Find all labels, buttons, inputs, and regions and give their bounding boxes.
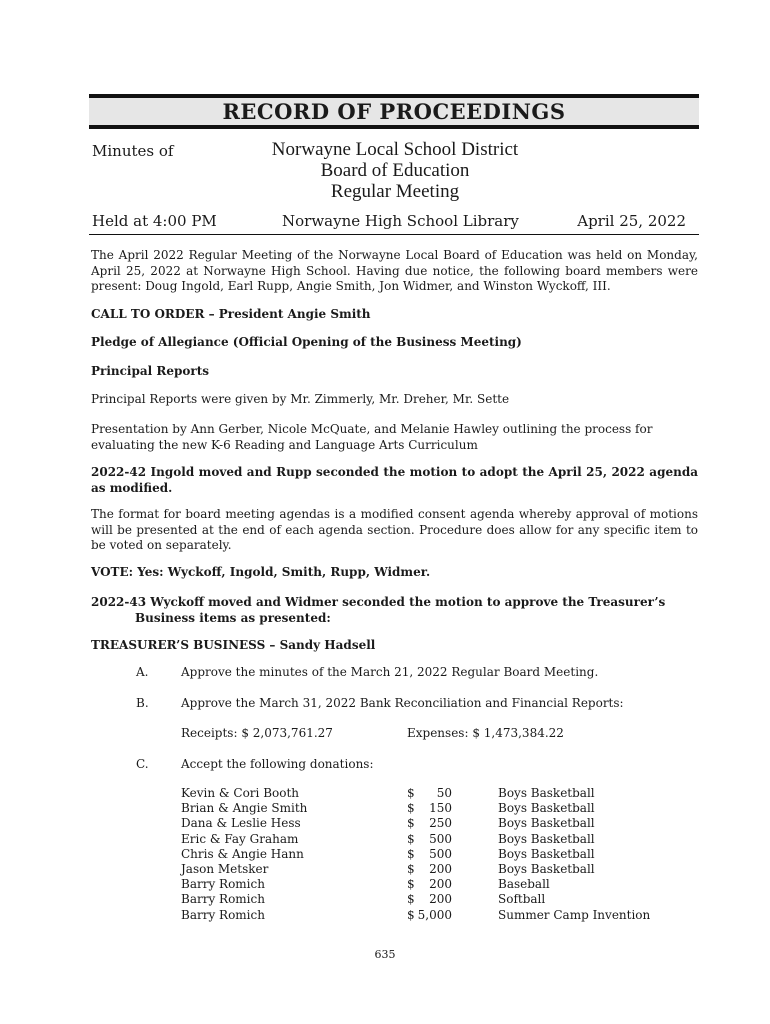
donor-name: Dana & Leslie Hess xyxy=(181,816,301,831)
currency-symbol: $ xyxy=(407,892,415,907)
donor-name: Eric & Fay Graham xyxy=(181,831,299,846)
motion-2022-43-line2: Business items as presented: xyxy=(135,610,331,625)
item-c-text: Accept the following donations: xyxy=(181,757,374,771)
donation-amount: 5,000 xyxy=(417,907,452,922)
page-number: 635 xyxy=(374,948,396,961)
district-block xyxy=(240,139,550,202)
donation-amount: 250 xyxy=(429,816,452,831)
meeting-date: April 25, 2022 xyxy=(577,212,686,230)
pledge-heading: Pledge of Allegiance (Official Opening of the Business Meeting) xyxy=(91,335,522,349)
donation-purpose: Boys Basketball xyxy=(498,846,595,861)
currency-symbol: $ xyxy=(407,877,415,892)
donation-purpose: Summer Camp Invention xyxy=(498,907,651,922)
currency-symbol: $ xyxy=(407,907,415,922)
motion-2022-43 xyxy=(91,595,698,626)
donation-purpose: Boys Basketball xyxy=(498,861,595,876)
principal-reports-text: Principal Reports were given by Mr. Zimmerly, Mr. Dreher, Mr. Sette xyxy=(91,392,510,406)
treasurer-business-heading: TREASURER’S BUSINESS – Sandy Hadsell xyxy=(91,638,376,652)
donor-name: Jason Metsker xyxy=(181,861,269,876)
presentation-paragraph: Presentation by Ann Gerber, Nicole McQuate, and Melanie Hawley outlining the process for evaluating the new K-6 Reading and Language Arts Curriculum xyxy=(91,422,653,452)
donor-name: Brian & Angie Smith xyxy=(181,801,308,816)
currency-symbol: $ xyxy=(407,846,415,861)
call-to-order-heading: CALL TO ORDER – President Angie Smith xyxy=(91,307,371,321)
donation-purpose: Boys Basketball xyxy=(498,801,595,816)
motion-2022-42: 2022-42 Ingold moved and Rupp seconded the motion to adopt the April 25, 2022 agenda as modified. xyxy=(91,465,698,495)
meeting-type: Regular Meeting xyxy=(330,181,460,202)
donation-purpose: Boys Basketball xyxy=(498,816,595,831)
donor-name: Barry Romich xyxy=(181,907,265,922)
agenda-format-paragraph: The format for board meeting agendas is a modified consent agenda whereby approval of motions will be presented at the end of each agenda section. Procedure does allow for any specific item to be voted on separately. xyxy=(91,507,698,552)
expenses-total: Expenses: $ 1,473,384.22 xyxy=(407,726,564,740)
item-a-text: Approve the minutes of the March 21, 2022 Regular Board Meeting. xyxy=(181,665,599,679)
motion-2022-43-line1: 2022-43 Wyckoff moved and Widmer seconded the motion to approve the Treasurer’s xyxy=(91,595,666,609)
currency-symbol: $ xyxy=(407,801,415,816)
page-title: RECORD OF PROCEEDINGS xyxy=(222,99,566,124)
currency-symbol: $ xyxy=(407,816,415,831)
donor-name: Kevin & Cori Booth xyxy=(181,786,300,800)
donation-amount: 200 xyxy=(429,877,452,892)
header-divider xyxy=(89,234,699,235)
donor-name: Barry Romich xyxy=(181,877,265,892)
meeting-location: Norwayne High School Library xyxy=(282,212,519,230)
item-c-letter: C. xyxy=(136,757,149,771)
donation-purpose: Boys Basketball xyxy=(498,786,595,800)
held-at-time: Held at 4:00 PM xyxy=(92,212,217,230)
donation-purpose: Baseball xyxy=(498,877,550,892)
receipts-total: Receipts: $ 2,073,761.27 xyxy=(181,726,333,740)
item-b-text: Approve the March 31, 2022 Bank Reconciliation and Financial Reports: xyxy=(181,696,624,710)
minutes-of-label: Minutes of xyxy=(92,142,174,160)
donation-amount: 200 xyxy=(429,892,452,907)
board-name: Board of Education xyxy=(320,160,470,181)
donor-name: Barry Romich xyxy=(181,892,265,907)
item-b-letter: B. xyxy=(136,696,149,710)
currency-symbol: $ xyxy=(407,786,415,800)
item-a-letter: A. xyxy=(136,665,149,679)
vote-line: VOTE: Yes: Wyckoff, Ingold, Smith, Rupp, Widmer. xyxy=(91,565,431,579)
held-row xyxy=(92,212,692,232)
currency-symbol: $ xyxy=(407,831,415,846)
donation-purpose: Softball xyxy=(498,892,546,907)
donation-amount: 50 xyxy=(436,786,452,800)
donor-name: Chris & Angie Hann xyxy=(181,846,304,861)
principal-reports-heading: Principal Reports xyxy=(91,364,210,378)
donation-amount: 150 xyxy=(429,801,452,816)
donation-amount: 200 xyxy=(429,861,452,876)
donation-purpose: Boys Basketball xyxy=(498,831,595,846)
donation-amount: 500 xyxy=(429,846,452,861)
donation-amount: 500 xyxy=(429,831,452,846)
currency-symbol: $ xyxy=(407,861,415,876)
intro-paragraph: The April 2022 Regular Meeting of the Norwayne Local Board of Education was held on Monday, April 25, 2022 at Norwayne High School. Having due notice, the following board members were present: Doug Ingold, Earl Rupp, Angie Smith, Jon Widmer, and Winston Wyckoff, III. xyxy=(91,248,698,293)
district-name: Norwayne Local School District xyxy=(271,139,519,160)
